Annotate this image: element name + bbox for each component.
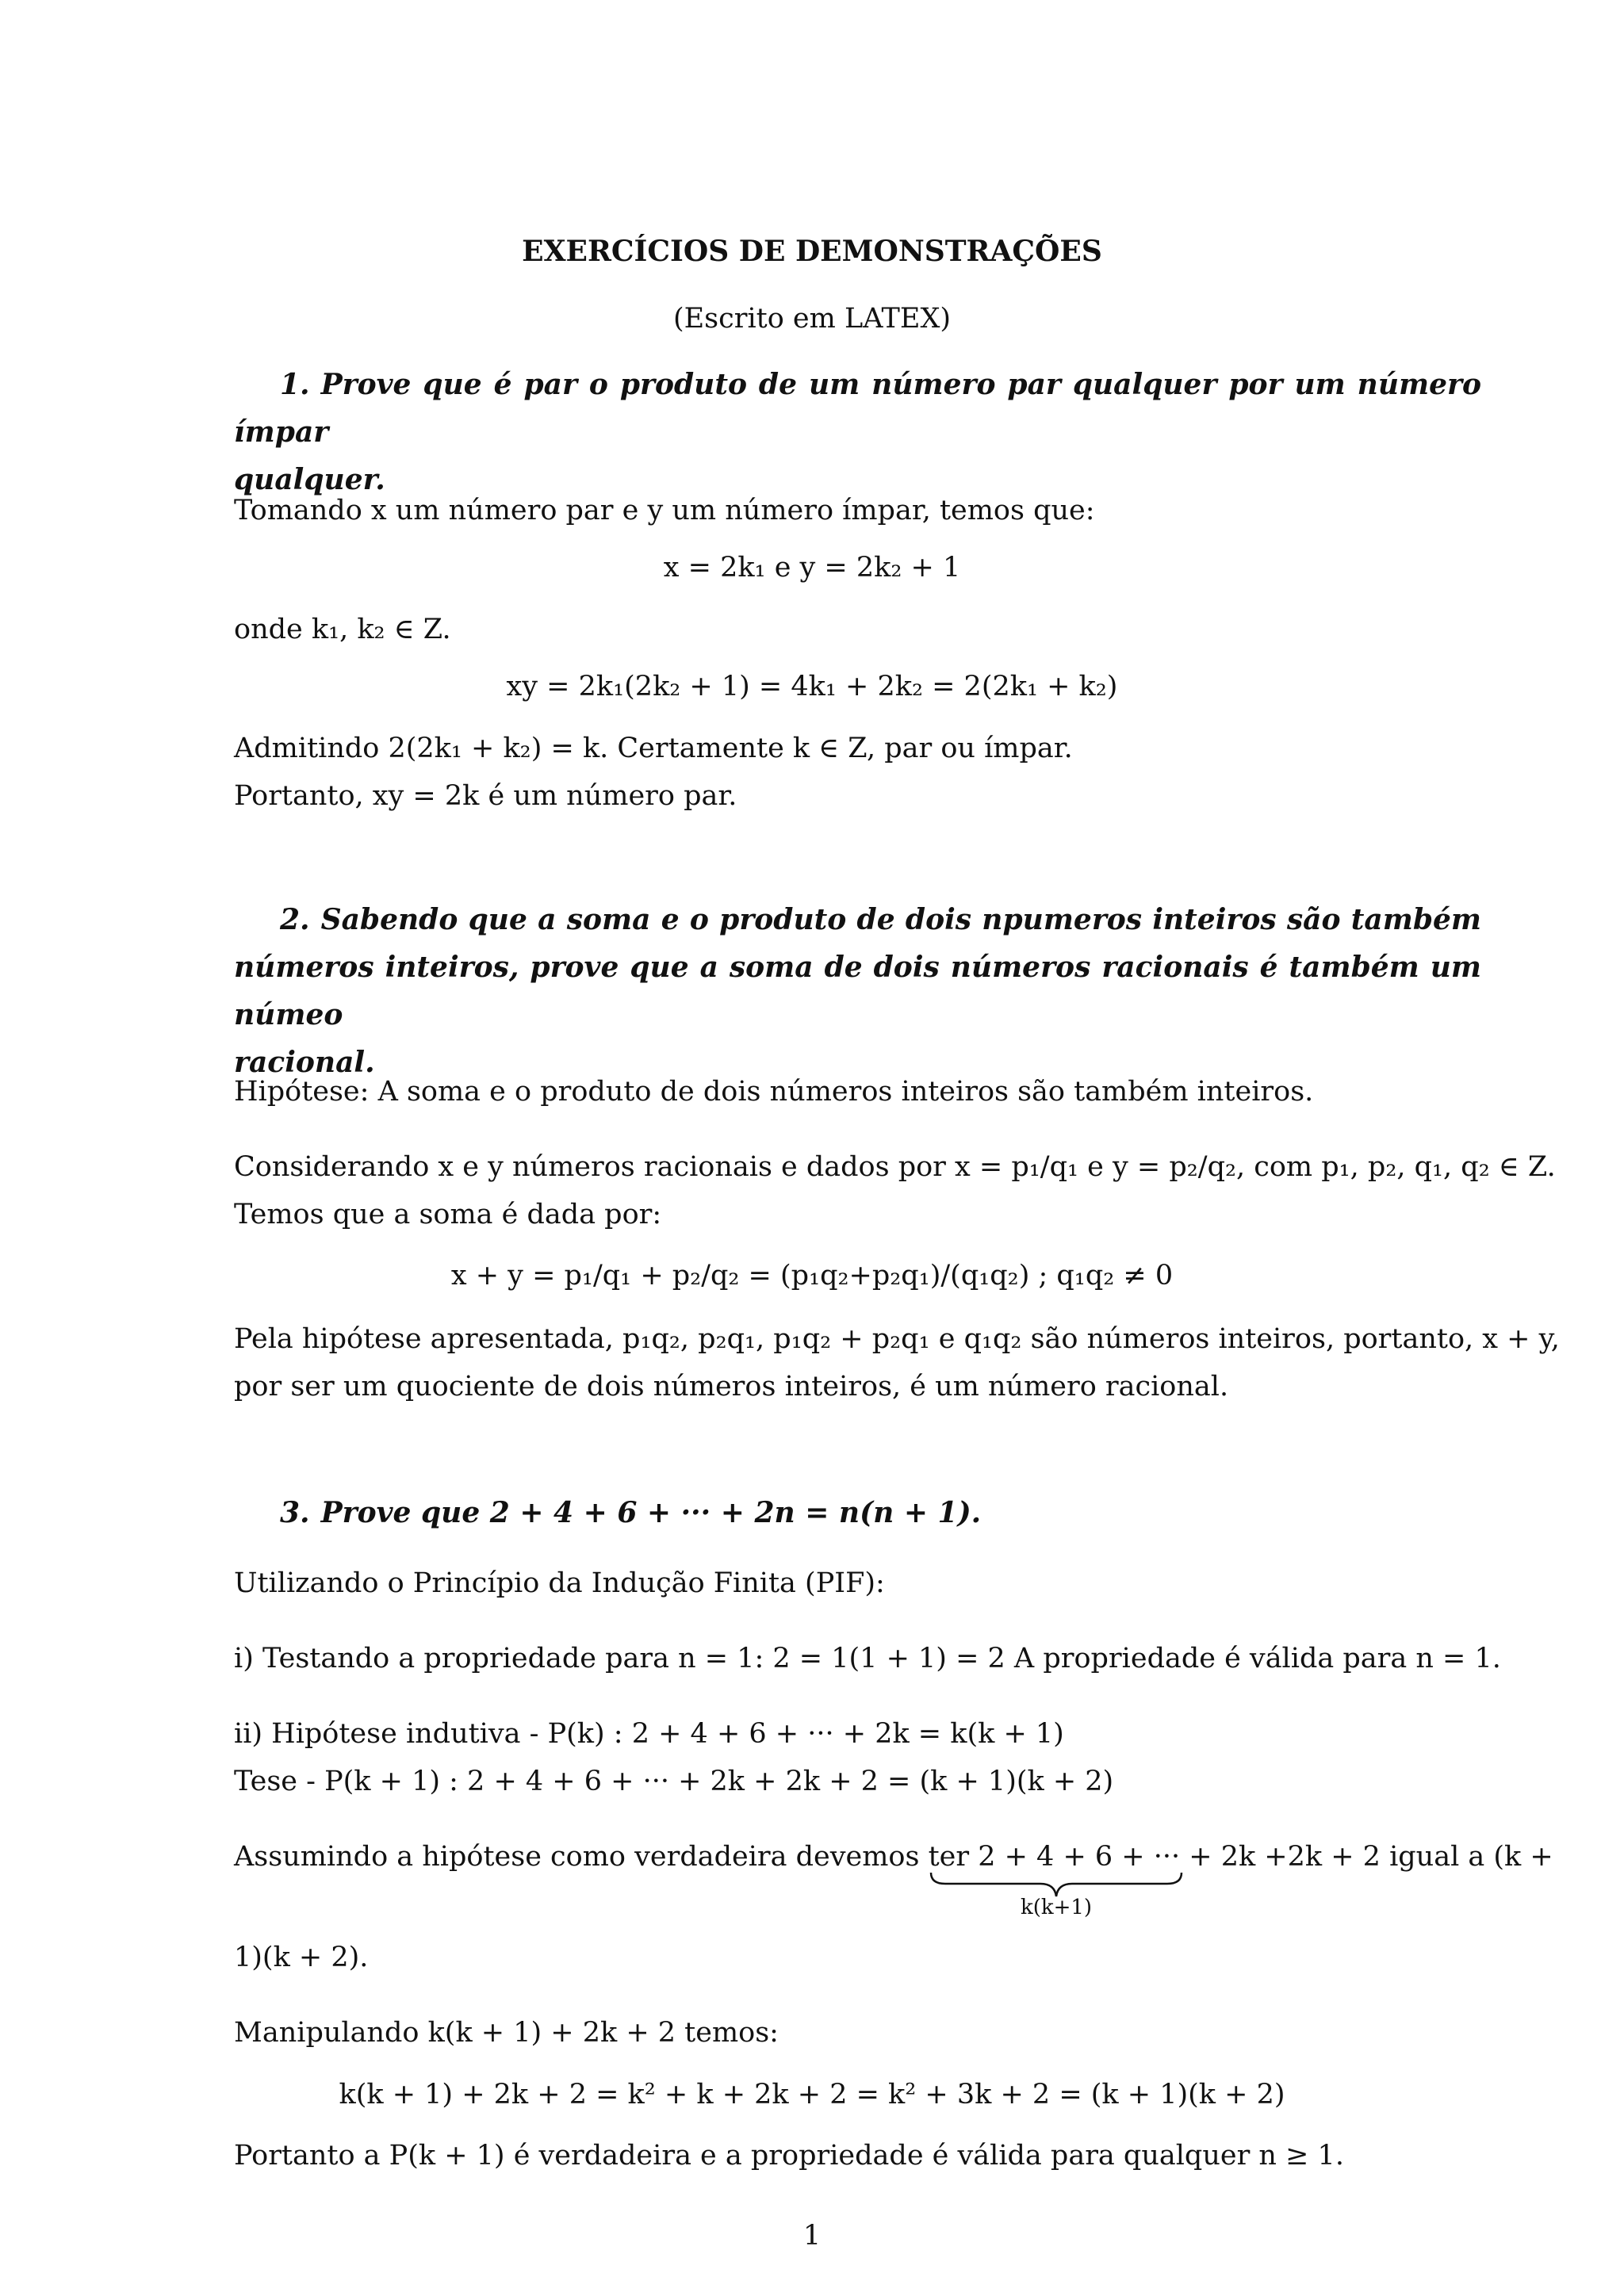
exercise-3-number: 3. <box>280 1496 310 1529</box>
exercise-1-equation-1: x = 2k₁ e y = 2k₂ + 1 <box>663 552 961 584</box>
exercise-3-statement <box>234 1489 1481 1536</box>
exercise-1-text-3: Admitindo 2(2k₁ + k₂) = k. Certamente k ∈ Z, par ou ímpar. <box>234 733 1073 764</box>
exercise-2-hypothesis: Hipótese: A soma e o produto de dois números inteiros são também inteiros. <box>234 1076 1314 1108</box>
exercise-1-statement-line-2: qualquer. <box>234 463 385 496</box>
exercise-2-statement <box>234 896 1481 1086</box>
exercise-1-statement-line-1: Prove que é par o produto de um número par qualquer por um número ímpar <box>234 368 1481 449</box>
exercise-3-text-1: Utilizando o Princípio da Indução Finita (PIF): <box>234 1567 885 1599</box>
exercise-3-base-case: i) Testando a propriedade para n = 1: 2 = 1(1 + 1) = 2 A propriedade é válida para n = 1. <box>234 1643 1501 1674</box>
exercise-1-text-4: Portanto, xy = 2k é um número par. <box>234 780 737 812</box>
exercise-2-text-4: por ser um quociente de dois números inteiros, é um número racional. <box>234 1371 1229 1402</box>
exercise-3-text-7: Manipulando k(k + 1) + 2k + 2 temos: <box>234 2017 779 2049</box>
exercise-2-statement-line-3: racional. <box>234 1046 375 1079</box>
exercise-1-equation-2: xy = 2k₁(2k₂ + 1) = 4k₁ + 2k₂ = 2(2k₁ + k₂) <box>506 671 1118 702</box>
page-number: 1 <box>802 2220 822 2252</box>
exercise-2-statement-line-1: Sabendo que a soma e o produto de dois npumeros inteiros são também <box>320 903 1481 936</box>
exercise-3-inductive-hypothesis: ii) Hipótese indutiva - P(k) : 2 + 4 + 6 + ··· + 2k = k(k + 1) <box>234 1718 1064 1750</box>
exercise-3-text-5: Assumindo a hipótese como verdadeira devemos ter 2 + 4 + 6 + ··· + 2k +2k + 2 igual a (k + <box>234 1841 1553 1873</box>
exercise-2-number: 2. <box>280 903 310 936</box>
exercise-1-statement <box>234 361 1481 503</box>
exercise-3-thesis: Tese - P(k + 1) : 2 + 4 + 6 + ··· + 2k + 2k + 2 = (k + 1)(k + 2) <box>234 1766 1114 1797</box>
exercise-2-text-3: Pela hipótese apresentada, p₁q₂, p₂q₁, p₁q₂ + p₂q₁ e q₁q₂ são números inteiros, portanto, x + y, <box>234 1323 1560 1355</box>
exercise-3-conclusion: Portanto a P(k + 1) é verdadeira e a propriedade é válida para qualquer n ≥ 1. <box>234 2140 1344 2172</box>
exercise-2-equation: x + y = p₁/q₁ + p₂/q₂ = (p₁q₂+p₂q₁)/(q₁q₂) ; q₁q₂ ≠ 0 <box>450 1260 1174 1292</box>
exercise-1-text-2: onde k₁, k₂ ∈ Z. <box>234 614 451 645</box>
underbrace-label: k(k+1) <box>1020 1896 1093 1919</box>
document-title: EXERCÍCIOS DE DEMONSTRAÇÕES <box>522 235 1102 268</box>
exercise-1-number: 1. <box>280 368 310 401</box>
exercise-1-text-1: Tomando x um número par e y um número ímpar, temos que: <box>234 495 1095 526</box>
exercise-3-text-6: 1)(k + 2). <box>234 1942 369 1973</box>
exercise-2-statement-line-2: números inteiros, prove que a soma de dois números racionais é também um númeo <box>234 951 1481 1031</box>
exercise-2-text-1: Considerando x e y números racionais e dados por x = p₁/q₁ e y = p₂/q₂, com p₁, p₂, q₁, q₂ ∈ Z. <box>234 1151 1556 1183</box>
exercise-3-equation: k(k + 1) + 2k + 2 = k² + k + 2k + 2 = k² + 3k + 2 = (k + 1)(k + 2) <box>339 2079 1285 2110</box>
exercise-2-text-2: Temos que a soma é dada por: <box>234 1199 662 1230</box>
exercise-3-statement-text: Prove que 2 + 4 + 6 + ··· + 2n = n(n + 1). <box>320 1496 982 1529</box>
document-subtitle: (Escrito em LATEX) <box>672 303 952 335</box>
